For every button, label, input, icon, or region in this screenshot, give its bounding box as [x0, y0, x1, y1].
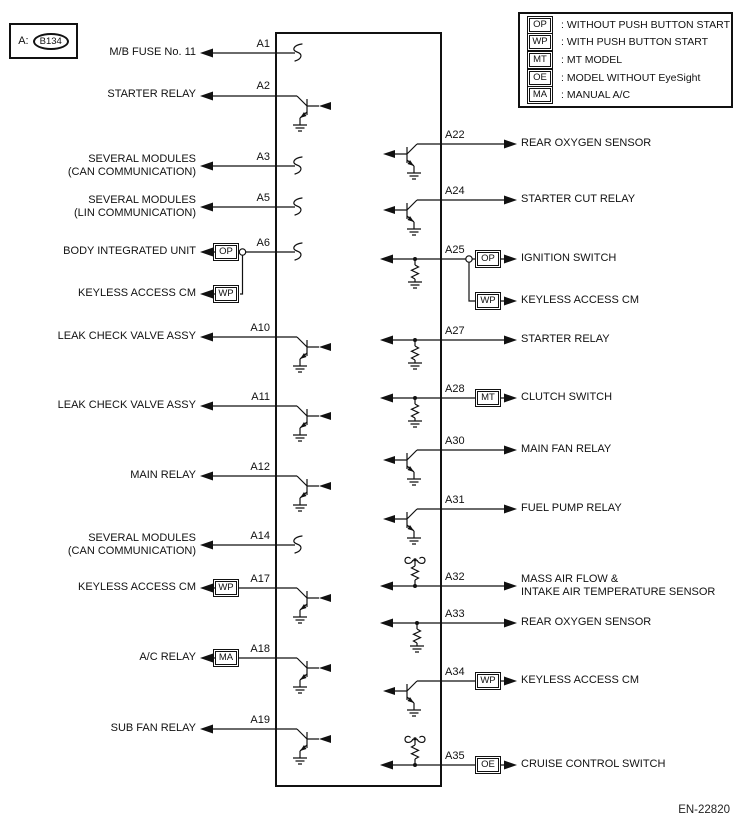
right-pin-a22-label: REAR OXYGEN SENSOR	[521, 137, 652, 149]
right-pin-a34-label: KEYLESS ACCESS CM	[521, 674, 639, 686]
tag-a18-ma: MA	[215, 651, 237, 665]
pin-number-a6: A6	[256, 237, 270, 249]
pin-number-a32: A32	[445, 571, 465, 583]
left-pin-a14-label: SEVERAL MODULES (CAN COMMUNICATION)	[67, 532, 196, 557]
tag-a17-wp: WP	[215, 581, 237, 595]
pin-number-a11: A11	[251, 391, 270, 403]
legend-row-mt	[529, 53, 731, 67]
tag-a28-mt: MT	[477, 391, 499, 405]
left-pin-a11-label: LEAK CHECK VALVE ASSY	[57, 399, 196, 411]
legend-row-op	[529, 18, 731, 32]
legend-desc-wp: : WITH PUSH BUTTON START	[561, 36, 709, 49]
legend-code-ma: MA	[529, 88, 551, 102]
left-pin-a6-label: BODY INTEGRATED UNIT	[63, 245, 196, 257]
pin-a31-wiring	[383, 505, 517, 545]
pin-number-a22: A22	[445, 129, 465, 141]
connector-id-ellipse: B134	[33, 33, 69, 50]
legend-desc-mt: : MT MODEL	[561, 53, 623, 66]
pin-a11-wiring	[200, 402, 331, 442]
pin-number-a24: A24	[445, 185, 465, 197]
right-pin-a33-label: REAR OXYGEN SENSOR	[521, 616, 652, 628]
pin-number-a14: A14	[250, 530, 270, 542]
pin-number-a31: A31	[445, 494, 465, 506]
pin-number-a5: A5	[256, 192, 270, 204]
tag-a25-op: OP	[477, 252, 499, 266]
left-pin-a19-label: SUB FAN RELAY	[110, 722, 196, 734]
pin-number-a34: A34	[445, 666, 465, 678]
pin-a19-wiring	[200, 725, 331, 765]
legend-desc-ma: : MANUAL A/C	[561, 89, 631, 102]
right-pin-a32-label: MASS AIR FLOW & INTAKE AIR TEMPERATURE SENSOR	[521, 573, 716, 598]
left-pin-a3-label: SEVERAL MODULES (CAN COMMUNICATION)	[67, 153, 196, 178]
legend-code-oe: OE	[529, 71, 551, 85]
left-pin-a10-label: LEAK CHECK VALVE ASSY	[57, 330, 196, 342]
left-pin-a6-branch-label: KEYLESS ACCESS CM	[78, 287, 196, 299]
pin-number-a1: A1	[256, 38, 270, 50]
tag-a25-branch-wp: WP	[477, 294, 499, 308]
pin-number-a10: A10	[250, 322, 270, 334]
right-pin-a25-label: IGNITION SWITCH	[521, 252, 617, 264]
pin-a2-wiring	[200, 92, 331, 132]
right-pin-a30-label: MAIN FAN RELAY	[521, 443, 612, 455]
legend-row-ma	[529, 88, 731, 102]
left-pin-a18-label: A/C RELAY	[139, 651, 196, 663]
pin-number-a18: A18	[250, 643, 270, 655]
legend-desc-oe: : MODEL WITHOUT EyeSight	[561, 71, 701, 84]
tag-a6-op: OP	[215, 245, 237, 259]
connector-prefix: A:	[18, 35, 29, 47]
right-pin-a31-label: FUEL PUMP RELAY	[521, 502, 622, 514]
right-pin-a28-label: CLUTCH SWITCH	[521, 391, 613, 403]
legend-code-wp: WP	[529, 35, 551, 49]
legend-code-mt: MT	[529, 53, 551, 67]
pin-number-a30: A30	[445, 435, 465, 447]
pin-number-a28: A28	[445, 383, 465, 395]
legend-box	[518, 12, 733, 108]
pin-number-a27: A27	[445, 325, 465, 337]
pin-a27-wiring	[380, 336, 517, 370]
tag-a34-wp: WP	[477, 674, 499, 688]
pin-number-a19: A19	[250, 714, 270, 726]
left-pin-a5-label: SEVERAL MODULES (LIN COMMUNICATION)	[73, 194, 196, 219]
pin-number-a12: A12	[250, 461, 270, 473]
pin-number-a25: A25	[445, 244, 465, 256]
tag-a6-branch-wp: WP	[215, 287, 237, 301]
document-code: EN-22820	[678, 804, 730, 816]
pin-a10-wiring	[200, 333, 331, 373]
tag-a35-oe: OE	[477, 758, 499, 772]
pin-number-a2: A2	[256, 80, 270, 92]
pin-a12-wiring	[200, 472, 331, 512]
left-pin-a2-label: STARTER RELAY	[107, 88, 196, 100]
right-pin-a27-label: STARTER RELAY	[521, 333, 610, 345]
pin-number-a17: A17	[250, 573, 270, 585]
left-pin-a1-label: M/B FUSE No. 11	[109, 46, 196, 58]
right-pin-a25-branch-label: KEYLESS ACCESS CM	[521, 294, 639, 306]
pin-a22-wiring	[383, 140, 517, 180]
left-pin-a17-label: KEYLESS ACCESS CM	[78, 581, 196, 593]
pin-a24-wiring	[383, 196, 517, 236]
legend-code-op: OP	[529, 18, 551, 32]
left-pin-a12-label: MAIN RELAY	[130, 469, 196, 481]
pin-number-a35: A35	[445, 750, 465, 762]
pin-a30-wiring	[383, 446, 517, 486]
legend-row-oe	[529, 71, 731, 85]
pin-number-a3: A3	[256, 151, 270, 163]
pin-number-a33: A33	[445, 608, 465, 620]
right-pin-a24-label: STARTER CUT RELAY	[521, 193, 636, 205]
legend-desc-op: : WITHOUT PUSH BUTTON START	[561, 18, 730, 31]
legend-row-wp	[529, 35, 731, 49]
right-pin-a35-label: CRUISE CONTROL SWITCH	[521, 758, 666, 770]
pin-a33-wiring	[380, 619, 517, 653]
